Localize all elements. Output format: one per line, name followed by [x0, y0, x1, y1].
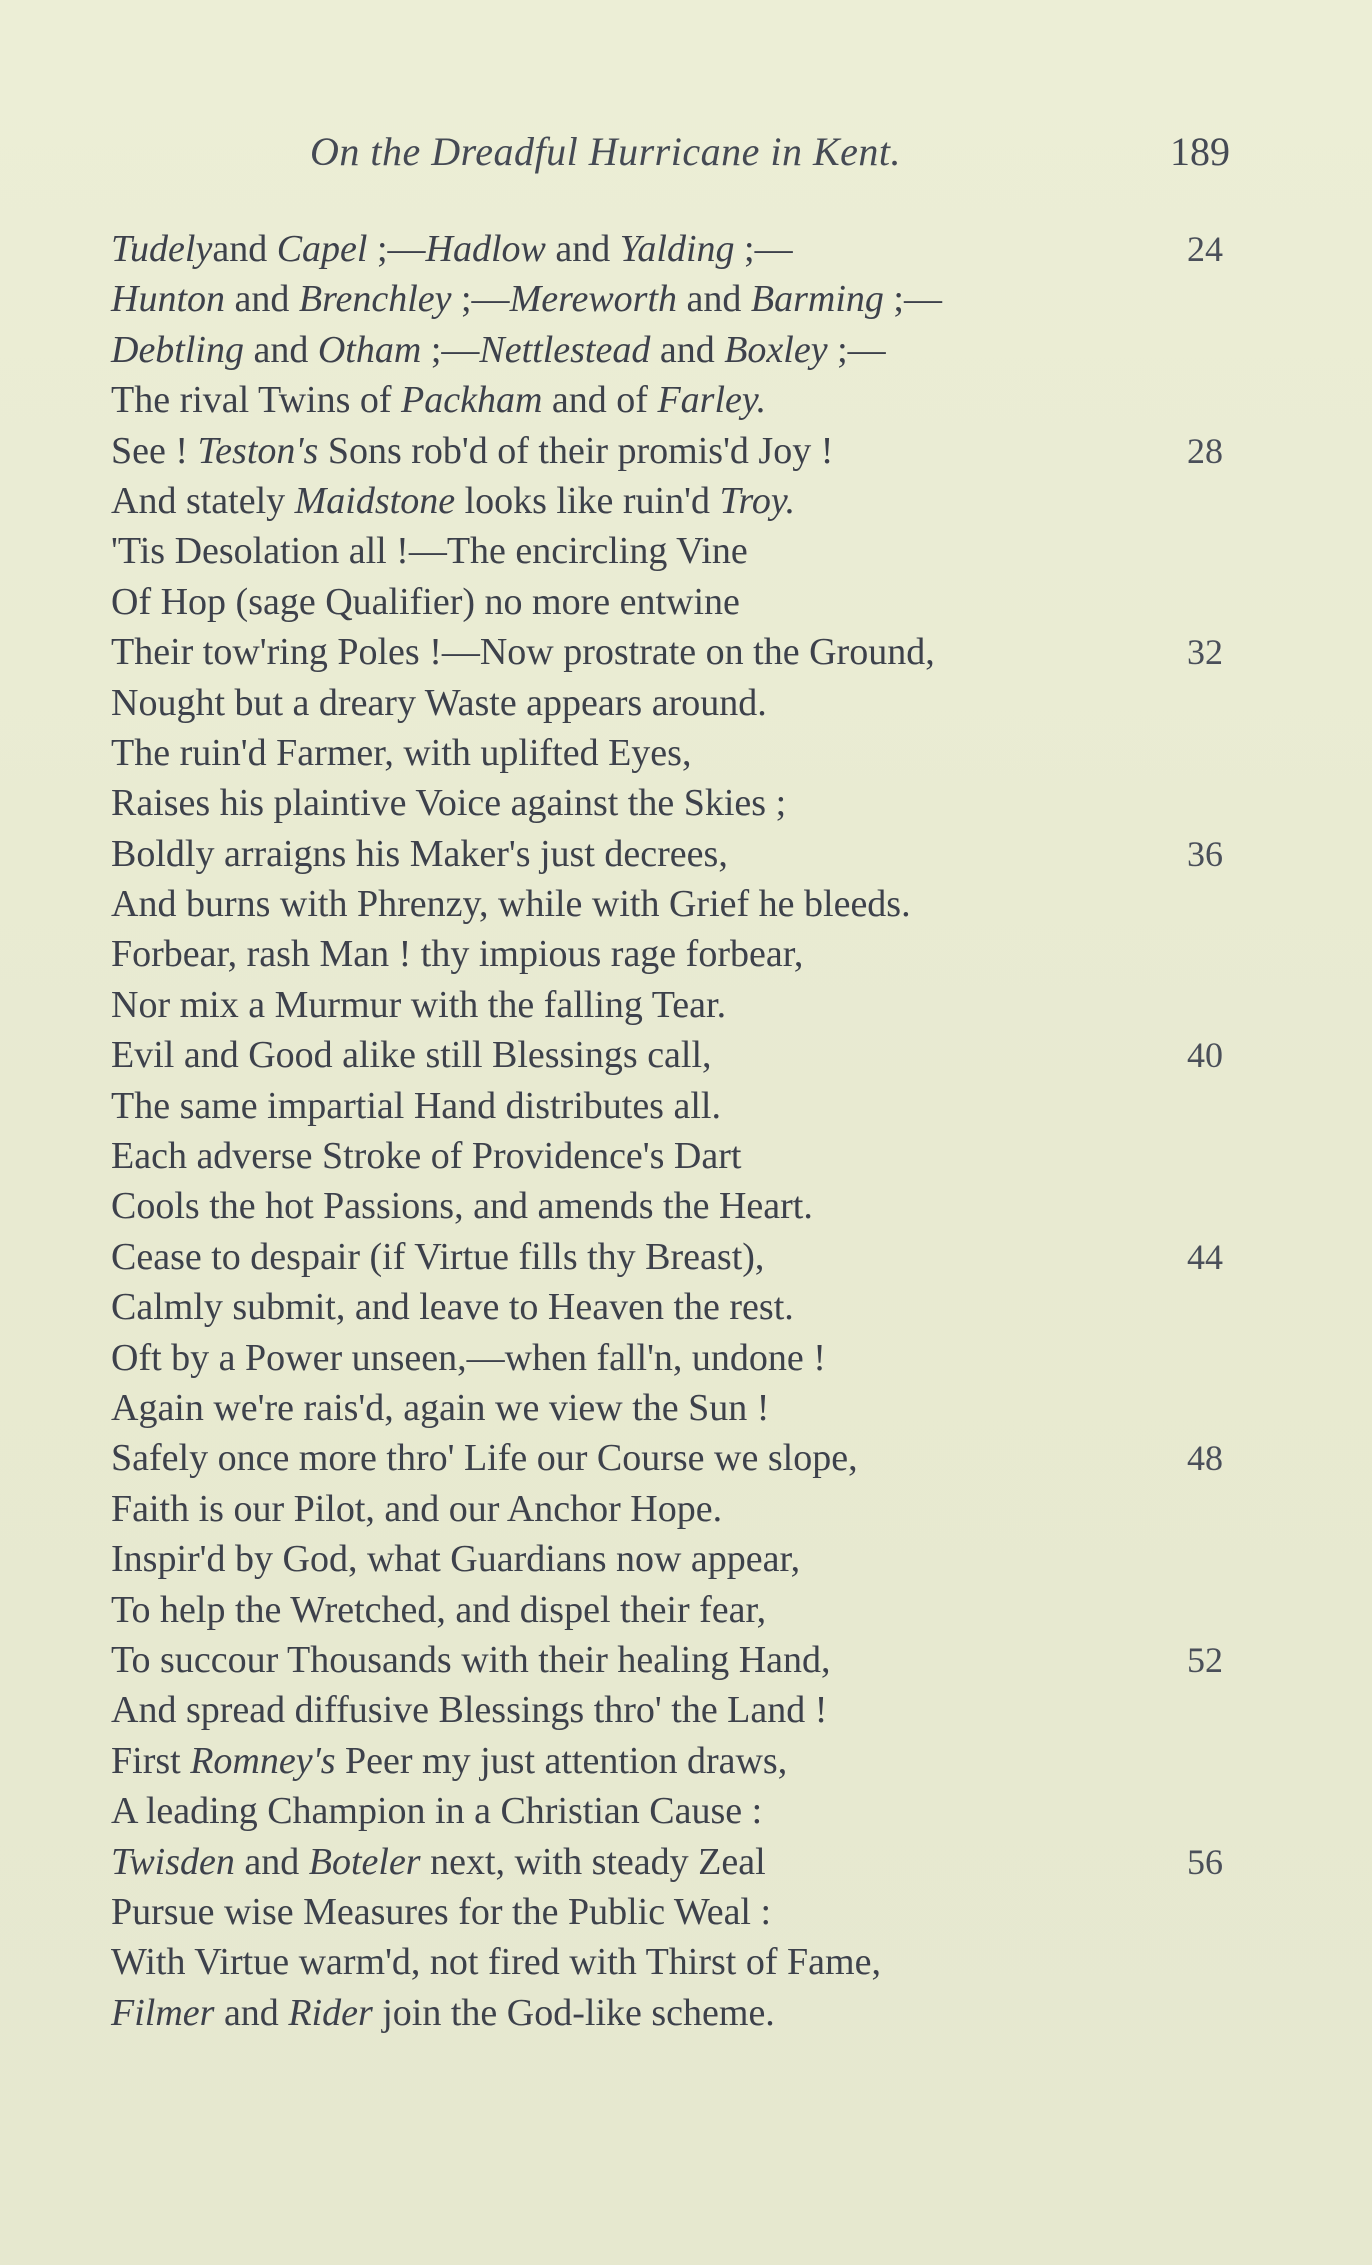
poem-line — [111, 526, 1251, 576]
poem-line-text — [111, 1484, 722, 1534]
poem-line — [111, 1383, 1251, 1433]
italic-place-name: Debtling — [111, 328, 244, 371]
poem-line — [111, 929, 1251, 979]
line-fragment: and — [677, 278, 751, 321]
poem-line — [111, 1131, 1251, 1181]
poem-line — [111, 1282, 1251, 1332]
line-fragment: ;— — [883, 278, 942, 321]
italic-place-name: Yalding — [619, 228, 735, 270]
poem-line-text — [111, 1837, 766, 1887]
poem-line — [111, 1837, 1251, 1887]
poem-line — [111, 627, 1251, 677]
poem-line-text — [111, 1635, 831, 1685]
italic-place-name: Boxley — [724, 328, 828, 371]
poem-line — [111, 1585, 1251, 1635]
italic-place-name: Maidstone — [294, 479, 456, 522]
poem-line — [111, 1534, 1251, 1584]
poem-line-text — [111, 274, 942, 324]
italic-place-name: Tudely — [111, 228, 213, 270]
line-fragment: Nor mix a Murmur with the falling Tear. — [111, 983, 727, 1026]
poem-line — [111, 728, 1251, 778]
italic-place-name: Troy. — [719, 479, 796, 522]
line-fragment: To succour Thousands with their healing Hand, — [111, 1638, 831, 1681]
line-number: 24 — [1187, 229, 1223, 269]
poem-line-text — [111, 325, 886, 375]
poem-line-text — [111, 728, 691, 778]
poem-line-text — [111, 829, 728, 879]
poem-line — [111, 1635, 1251, 1685]
poem-line-text — [111, 627, 935, 677]
italic-place-name: Barming — [750, 278, 884, 321]
line-fragment: Pursue wise Measures for the Public Weal : — [111, 1890, 772, 1933]
line-fragment: Of Hop (sage Qualifier) no more entwine — [111, 580, 740, 623]
poem-line-text — [111, 1534, 800, 1584]
line-fragment: and — [243, 328, 318, 371]
line-fragment: looks like ruin'd — [455, 479, 720, 522]
poem-line-text — [111, 224, 793, 274]
poem-line-text — [111, 375, 766, 425]
line-fragment: Inspir'd by God, what Guardians now appear, — [111, 1538, 801, 1581]
line-fragment: Forbear, rash Man ! thy impious rage forbear, — [111, 933, 804, 976]
poem-line-text — [111, 1232, 764, 1282]
line-fragment: Safely once more thro' Life our Course we slope, — [111, 1437, 858, 1480]
poem-line-text — [111, 1282, 794, 1332]
poem-line — [111, 879, 1251, 929]
italic-place-name: Otham — [317, 328, 422, 371]
running-title: On the Dreadful Hurricane in Kent. — [310, 129, 902, 174]
italic-place-name: Nettlestead — [479, 328, 651, 371]
line-number: 52 — [1187, 1639, 1223, 1680]
line-number: 44 — [1187, 1236, 1223, 1277]
italic-place-name: Teston's — [197, 429, 319, 472]
poem-line-text — [111, 678, 767, 728]
poem-line-text — [111, 1131, 741, 1181]
poem-line — [111, 778, 1251, 828]
line-fragment: The same impartial Hand distributes all. — [111, 1084, 721, 1127]
line-fragment: ;— — [367, 228, 426, 270]
line-fragment: Cease to despair (if Virtue fills thy Breast), — [111, 1235, 765, 1278]
line-fragment: A leading Champion in a Christian Cause : — [111, 1790, 763, 1833]
poem-line-text — [111, 929, 803, 979]
page-header — [0, 128, 1372, 188]
poem-line — [111, 829, 1251, 879]
line-fragment: next, with steady Zeal — [420, 1840, 766, 1883]
poem-line — [111, 1433, 1251, 1483]
poem-line-text — [111, 778, 786, 828]
poem-line — [111, 1081, 1251, 1131]
line-fragment: Their tow'ring Poles !—Now prostrate on the Ground, — [111, 631, 935, 674]
poem-line — [111, 325, 1251, 375]
line-fragment: Nought but a dreary Waste appears around. — [111, 681, 767, 724]
italic-place-name: Twisden — [111, 1840, 235, 1883]
poem-line-text — [111, 1887, 771, 1937]
poem-line-text — [111, 577, 740, 627]
line-fragment: See ! — [111, 429, 198, 472]
page-number: 189 — [1170, 129, 1230, 174]
poem-line-text — [111, 526, 748, 576]
poem-line — [111, 1232, 1251, 1282]
line-fragment: To help the Wretched, and dispel their fear, — [111, 1588, 767, 1631]
line-fragment: The ruin'd Farmer, with uplifted Eyes, — [111, 731, 692, 774]
poem-line-text — [111, 1736, 787, 1786]
italic-place-name: Filmer — [111, 1991, 215, 2034]
line-fragment: The rival Twins of — [111, 379, 402, 422]
poem-line-text — [111, 879, 911, 929]
italic-place-name: Brenchley — [298, 278, 452, 321]
poem-line — [111, 224, 1251, 274]
line-fragment: Calmly submit, and leave to Heaven the rest. — [111, 1286, 794, 1329]
line-fragment: Raises his plaintive Voice against the Skies ; — [111, 782, 787, 825]
poem-line — [111, 1786, 1251, 1836]
line-fragment: Each adverse Stroke of Providence's Dart — [111, 1135, 742, 1178]
poem-line-text — [111, 1786, 762, 1836]
poem-line — [111, 1181, 1251, 1231]
poem-line — [111, 274, 1251, 324]
poem-line — [111, 980, 1251, 1030]
poem-line — [111, 1484, 1251, 1534]
line-number: 32 — [1187, 632, 1223, 673]
line-fragment: join the God-like scheme. — [372, 1991, 775, 2034]
line-fragment: and — [214, 1991, 289, 2034]
poem-body — [111, 224, 1251, 2038]
line-fragment: And spread diffusive Blessings thro' the Land ! — [111, 1689, 828, 1732]
line-number: 40 — [1187, 1035, 1223, 1076]
poem-line — [111, 1937, 1251, 1987]
line-fragment: Sons rob'd of their promis'd Joy ! — [318, 429, 834, 472]
line-fragment: and — [212, 228, 277, 270]
italic-place-name: Capel — [276, 228, 368, 270]
line-fragment: ;— — [451, 278, 510, 321]
italic-place-name: Farley. — [657, 379, 767, 422]
poem-line-text — [111, 1081, 721, 1131]
line-fragment: And stately — [111, 479, 295, 522]
poem-line — [111, 577, 1251, 627]
poem-line-text — [111, 426, 833, 476]
line-number: 28 — [1187, 430, 1223, 471]
poem-line — [111, 1736, 1251, 1786]
italic-place-name: Rider — [288, 1991, 373, 2034]
poem-line — [111, 1988, 1251, 2038]
italic-place-name: Hunton — [111, 278, 225, 321]
line-fragment: Faith is our Pilot, and our Anchor Hope. — [111, 1487, 723, 1530]
poem-line — [111, 678, 1251, 728]
poem-line-text — [111, 1383, 769, 1433]
line-fragment: ;— — [827, 328, 886, 371]
italic-place-name: Boteler — [308, 1840, 421, 1883]
poem-line-text — [111, 476, 795, 526]
line-fragment: Cools the hot Passions, and amends the Heart. — [111, 1185, 813, 1228]
line-fragment: With Virtue warm'd, not fired with Thirst of Fame, — [111, 1941, 881, 1984]
line-fragment: 'Tis Desolation all !—The encircling Vine — [111, 530, 748, 573]
line-fragment: ;— — [421, 328, 480, 371]
poem-line — [111, 426, 1251, 476]
line-fragment: Evil and Good alike still Blessings call, — [111, 1034, 712, 1077]
line-fragment: Oft by a Power unseen,—when fall'n, undone ! — [111, 1336, 826, 1379]
poem-line-text — [111, 1030, 712, 1080]
poem-line-text — [111, 1181, 813, 1231]
poem-line-text — [111, 1988, 775, 2038]
line-fragment: and — [545, 228, 620, 270]
poem-line-text — [111, 1685, 827, 1735]
line-fragment: And burns with Phrenzy, while with Grief he bleeds. — [111, 883, 911, 926]
italic-place-name: Hadlow — [425, 228, 546, 270]
poem-line-text — [111, 1433, 858, 1483]
poem-line-text — [111, 1937, 881, 1987]
poem-line — [111, 1333, 1251, 1383]
line-fragment: ;— — [734, 228, 793, 270]
poem-line — [111, 476, 1251, 526]
line-fragment: First — [111, 1739, 191, 1782]
line-fragment: Again we're rais'd, again we view the Sun ! — [111, 1386, 770, 1429]
line-fragment: Boldly arraigns his Maker's just decrees, — [111, 832, 728, 875]
poem-line — [111, 1887, 1251, 1937]
poem-line — [111, 1030, 1251, 1080]
line-fragment: and — [234, 1840, 309, 1883]
poem-line-text — [111, 1333, 826, 1383]
poem-line — [111, 375, 1251, 425]
line-fragment: and — [650, 328, 725, 371]
line-fragment: Peer my just attention draws, — [335, 1739, 788, 1782]
line-number: 48 — [1187, 1438, 1223, 1479]
poem-line-text — [111, 1585, 766, 1635]
italic-place-name: Packham — [401, 379, 543, 422]
line-number: 56 — [1187, 1841, 1223, 1882]
line-fragment: and of — [542, 379, 658, 422]
poem-line-text — [111, 980, 726, 1030]
poem-line — [111, 1685, 1251, 1735]
italic-place-name: Mereworth — [509, 278, 678, 321]
line-fragment: and — [225, 278, 299, 321]
italic-place-name: Romney's — [190, 1739, 336, 1782]
line-number: 36 — [1187, 833, 1223, 874]
